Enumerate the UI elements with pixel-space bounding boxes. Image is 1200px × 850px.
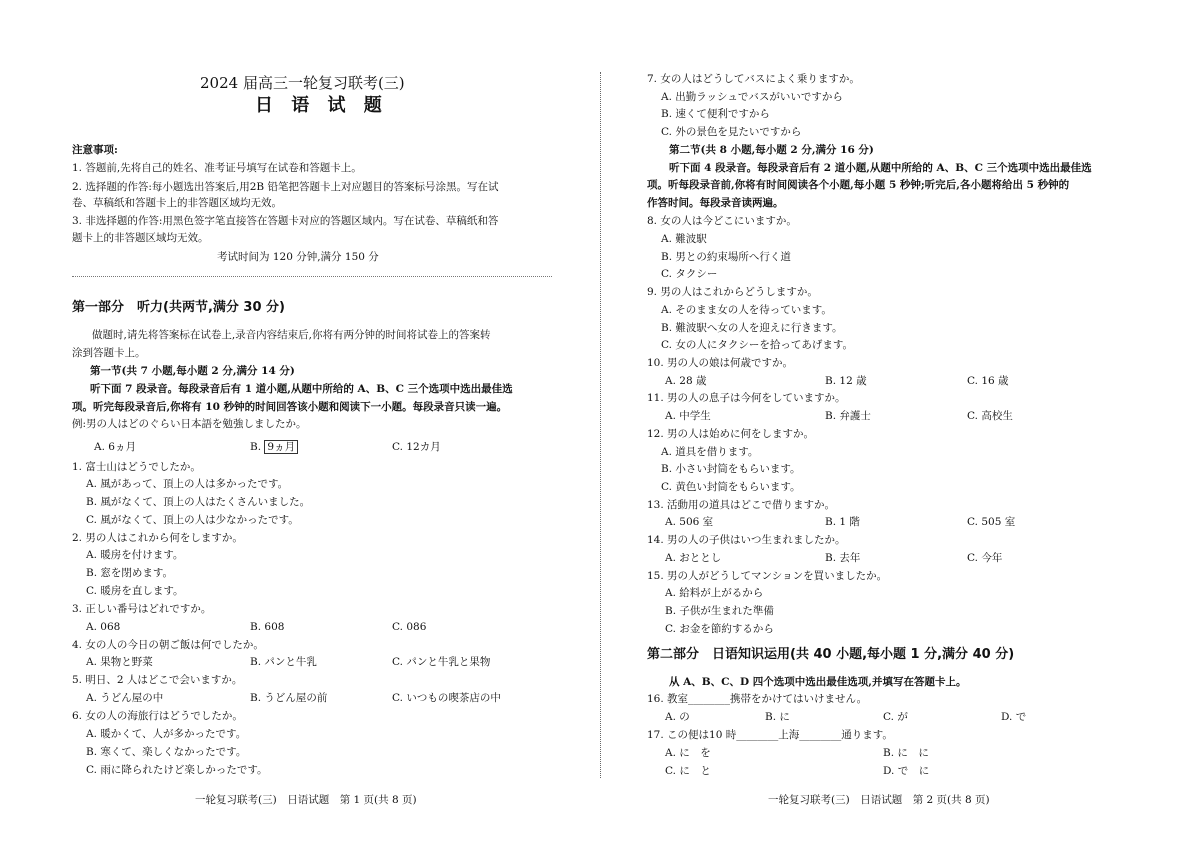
q11-option-c: C. 高校生 (967, 410, 1013, 422)
notice-2: 2. 选择题的作答:每小题选出答案后,用2B 铅笔把答题卡上对应题目的答案标号涂黑。写在试 (72, 181, 499, 193)
exam-title: 2024 届高三一轮复习联考(三) (200, 74, 405, 92)
q10-option-c: C. 16 歳 (967, 375, 1009, 387)
question-13: 13. 活動用の道具はどこで借りますか。 (647, 499, 836, 511)
q12-option-a: A. 道具を借ります。 (661, 446, 759, 458)
notice-2-cont: 卷、草稿纸和答题卡上的非答题区域均无效。 (72, 197, 282, 209)
page-1-footer: 一轮复习联考(三) 日语试题 第 1 页(共 8 页) (195, 794, 417, 806)
q3-option-a: A. 068 (86, 621, 121, 633)
notice-1: 1. 答题前,先将自己的姓名、准考证号填写在试卷和答题卡上。 (72, 162, 362, 174)
q9-option-b: B. 難波駅へ女の人を迎えに行きます。 (661, 322, 843, 334)
q1-option-a: A. 風があって、頂上の人は多かったです。 (86, 478, 289, 490)
q2-option-b: B. 窓を閉めます。 (86, 567, 174, 579)
q11-option-b: B. 弁護士 (825, 410, 871, 422)
part2-title: 第二部分 日语知识运用(共 40 小题,每小题 1 分,满分 40 分) (647, 647, 1015, 662)
sec2-instruction: 听下面 4 段录音。每段录音后有 2 道小题,从题中所给的 A、B、C 三个选项中选出最佳选 (669, 162, 1092, 174)
q2-option-c: C. 暖房を直します。 (86, 585, 184, 597)
q7-option-b: B. 速くて便利ですから (661, 108, 770, 120)
example-question: 例:男の人はどのぐらい日本語を勉強しましたか。 (72, 418, 307, 430)
q7-option-c: C. 外の景色を見たいですから (661, 126, 802, 138)
q16-option-c: C. が (883, 711, 908, 723)
example-option-b (250, 440, 298, 454)
sec1-instruction-cont: 项。听完每段录音后,你将有 10 秒钟的时间回答该小题和阅读下一小题。每段录音只读一遍。 (72, 401, 508, 413)
question-11: 11. 男の人の息子は今何をしていますか。 (647, 392, 846, 404)
notice-heading: 注意事项: (72, 144, 118, 156)
q16-option-a: A. の (665, 711, 690, 723)
page-2-footer: 一轮复习联考(三) 日语试题 第 2 页(共 8 页) (768, 794, 990, 806)
question-15: 15. 男の人がどうしてマンションを買いましたか。 (647, 570, 888, 582)
sec1-instruction: 听下面 7 段录音。每段录音后有 1 道小题,从题中所给的 A、B、C 三个选项中选出最佳选 (90, 383, 513, 395)
q16-option-d: D. で (1001, 711, 1027, 723)
q15-option-b: B. 子供が生まれた準備 (665, 605, 774, 617)
q12-option-b: B. 小さい封筒をもらいます。 (661, 463, 801, 475)
question-12: 12. 男の人は始めに何をしますか。 (647, 428, 815, 440)
q12-option-c: C. 黄色い封筒をもらいます。 (661, 481, 801, 493)
q17-option-d: D. で に (883, 765, 930, 777)
q3-option-b: B. 608 (250, 621, 285, 633)
q17-option-c: C. に と (665, 765, 711, 777)
sec2-instruction-2: 项。听每段录音前,你将有时间阅读各个小题,每小题 5 秒钟;听完后,各小题将给出 5 秒钟的 (647, 179, 1070, 191)
q17-option-a: A. に を (665, 747, 711, 759)
subject-title: 日 语 试 题 (255, 95, 388, 116)
example-answer-box: 9ヵ月 (264, 440, 298, 454)
question-8: 8. 女の人は今どこにいますか。 (647, 215, 797, 227)
question-17: 17. この便は10 時________上海________通ります。 (647, 729, 893, 741)
q5-option-b: B. うどん屋の前 (250, 692, 328, 704)
q11-option-a: A. 中学生 (665, 410, 711, 422)
q4-option-a: A. 果物と野菜 (86, 656, 153, 668)
q4-option-b: B. パンと牛乳 (250, 656, 317, 668)
q1-option-b: B. 風がなくて、頂上の人はたくさんいました。 (86, 496, 311, 508)
q6-option-c: C. 雨に降られたけど楽しかったです。 (86, 764, 268, 776)
notice-3: 3. 非选择题的作答:用黑色签字笔直接答在答题卡对应的答题区域内。写在试卷、草稿纸和答 (72, 215, 499, 227)
q14-option-c: C. 今年 (967, 552, 1003, 564)
q16-option-b: B. に (765, 711, 790, 723)
q9-option-a: A. そのまま女の人を待っています。 (661, 304, 832, 316)
sec1-title: 第一节(共 7 小题,每小题 2 分,满分 14 分) (90, 365, 295, 377)
sec2-title: 第二节(共 8 小题,每小题 2 分,满分 16 分) (669, 144, 874, 156)
example-option-c: C. 12カ月 (392, 441, 441, 453)
question-1: 1. 富士山はどうでしたか。 (72, 461, 201, 473)
page-divider (600, 72, 601, 778)
q14-option-b: B. 去年 (825, 552, 861, 564)
example-option-a: A. 6ヵ月 (94, 441, 136, 453)
q1-option-c: C. 風がなくて、頂上の人は少なかったです。 (86, 514, 299, 526)
part1-intro: 做题时,请先将答案标在试卷上,录音内容结束后,你将有两分钟的时间将试卷上的答案转 (92, 329, 491, 341)
q10-option-a: A. 28 歳 (665, 375, 707, 387)
sec2-instruction-3: 作答时间。每段录音读两遍。 (647, 197, 784, 209)
time-note: 考试时间为 120 分钟,满分 150 分 (217, 251, 379, 263)
q8-option-a: A. 難波駅 (661, 233, 707, 245)
example-option-b-letter: B. (250, 441, 265, 453)
q15-option-a: A. 給料が上がるから (665, 587, 764, 599)
q5-option-a: A. うどん屋の中 (86, 692, 164, 704)
q3-option-c: C. 086 (392, 621, 427, 633)
q9-option-c: C. 女の人にタクシーを拾ってあげます。 (661, 339, 853, 351)
question-10: 10. 男の人の娘は何歳ですか。 (647, 357, 794, 369)
question-4: 4. 女の人の今日の朝ご飯は何でしたか。 (72, 639, 264, 651)
q8-option-b: B. 男との約束場所へ行く道 (661, 251, 791, 263)
question-3: 3. 正しい番号はどれですか。 (72, 603, 212, 615)
q7-option-a: A. 出勤ラッシュでバスがいいですから (661, 91, 843, 103)
header-separator (72, 276, 552, 277)
q6-option-a: A. 暖かくて、人が多かったです。 (86, 728, 247, 740)
question-2: 2. 男の人はこれから何をしますか。 (72, 532, 243, 544)
q13-option-c: C. 505 室 (967, 516, 1016, 528)
part1-title: 第一部分 听力(共两节,满分 30 分) (72, 300, 285, 315)
question-9: 9. 男の人はこれからどうしますか。 (647, 286, 818, 298)
q2-option-a: A. 暖房を付けます。 (86, 549, 184, 561)
q13-option-b: B. 1 階 (825, 516, 860, 528)
q8-option-c: C. タクシー (661, 268, 718, 280)
question-7: 7. 女の人はどうしてバスによく乗りますか。 (647, 73, 860, 85)
notice-3-cont: 题卡上的非答题区域均无效。 (72, 232, 209, 244)
question-14: 14. 男の人の子供はいつ生まれましたか。 (647, 534, 846, 546)
question-6: 6. 女の人の海旅行はどうでしたか。 (72, 710, 243, 722)
question-5: 5. 明日、2 人はどこで会いますか。 (72, 674, 243, 686)
part2-instruction: 从 A、B、C、D 四个选项中选出最佳选项,并填写在答题卡上。 (669, 676, 967, 688)
q17-option-b: B. に に (883, 747, 929, 759)
q13-option-a: A. 506 室 (665, 516, 714, 528)
question-16: 16. 教室________携帯をかけてはいけません。 (647, 693, 868, 705)
q4-option-c: C. パンと牛乳と果物 (392, 656, 491, 668)
q10-option-b: B. 12 歳 (825, 375, 867, 387)
q15-option-c: C. お金を節約するから (665, 623, 774, 635)
q5-option-c: C. いつもの喫茶店の中 (392, 692, 501, 704)
q6-option-b: B. 寒くて、楽しくなかったです。 (86, 746, 247, 758)
part1-intro-cont: 涂到答题卡上。 (72, 347, 146, 359)
q14-option-a: A. おととし (665, 552, 722, 564)
